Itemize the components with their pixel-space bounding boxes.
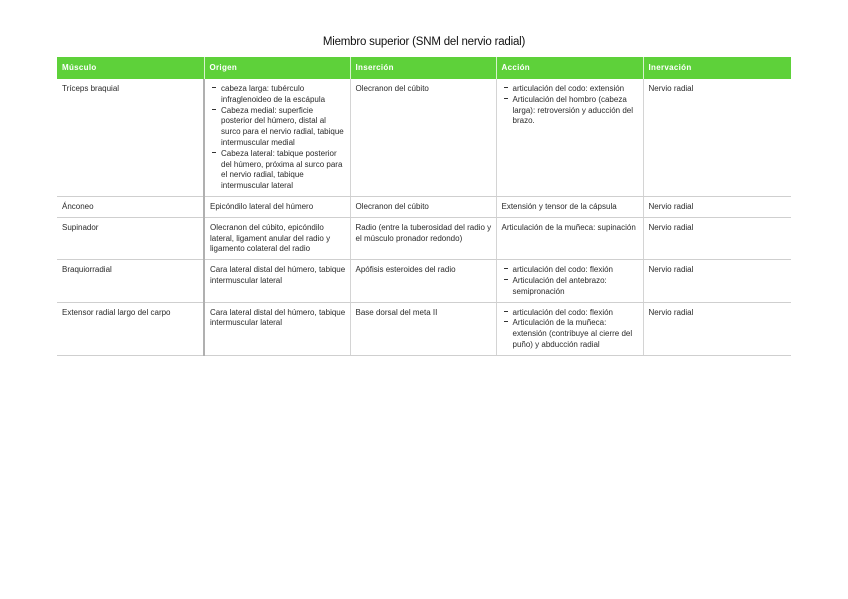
accion-list	[502, 265, 639, 297]
table-header-row	[57, 57, 791, 79]
header-inervacion: Inervación	[643, 57, 791, 79]
cell-accion	[496, 302, 643, 355]
list-item: cabeza larga: tubérculo infraglenoideo de la escápula	[210, 84, 346, 106]
cell-musculo: Extensor radial largo del carpo	[57, 302, 204, 355]
cell-insercion: Olecranon del cúbito	[350, 79, 496, 196]
header-accion: Acción	[496, 57, 643, 79]
origen-list	[210, 84, 346, 192]
list-item: Cabeza lateral: tabique posterior del húmero, próxima al surco para el nervio radial, tabique intermuscular lateral	[210, 149, 346, 192]
cell-insercion: Radio (entre la tuberosidad del radio y el músculo pronador redondo)	[350, 217, 496, 259]
header-musculo: Músculo	[57, 57, 204, 79]
cell-musculo: Tríceps braquial	[57, 79, 204, 196]
header-insercion: Inserción	[350, 57, 496, 79]
cell-accion	[496, 79, 643, 196]
cell-inervacion: Nervio radial	[643, 302, 791, 355]
table-row	[57, 260, 791, 302]
cell-origen	[204, 79, 350, 196]
list-item: Cabeza medial: superficie posterior del húmero, distal al surco para el nervio radial, tabique intermuscular medial	[210, 106, 346, 149]
list-item: articulación del codo: flexión	[502, 265, 639, 276]
list-item: articulación del codo: extensión	[502, 84, 639, 95]
accion-list	[502, 84, 639, 127]
cell-musculo: Braquiorradial	[57, 260, 204, 302]
cell-insercion: Apófisis esteroides del radio	[350, 260, 496, 302]
cell-origen: Cara lateral distal del húmero, tabique intermuscular lateral	[204, 302, 350, 355]
table-row	[57, 217, 791, 259]
cell-inervacion: Nervio radial	[643, 217, 791, 259]
table-row	[57, 79, 791, 196]
cell-accion: Articulación de la muñeca: supinación	[496, 217, 643, 259]
cell-insercion: Olecranon del cúbito	[350, 196, 496, 217]
cell-inervacion: Nervio radial	[643, 196, 791, 217]
cell-origen: Cara lateral distal del húmero, tabique intermuscular lateral	[204, 260, 350, 302]
list-item: Articulación de la muñeca: extensión (contribuye al cierre del puño) y abducción radial	[502, 318, 639, 350]
accion-list	[502, 308, 639, 351]
cell-origen: Olecranon del cúbito, epicóndilo lateral, ligament anular del radio y ligamento colateral del radio	[204, 217, 350, 259]
cell-musculo: Supinador	[57, 217, 204, 259]
cell-inervacion: Nervio radial	[643, 79, 791, 196]
muscle-table	[57, 57, 791, 356]
header-origen: Origen	[204, 57, 350, 79]
page-title: Miembro superior (SNM del nervio radial)	[322, 36, 526, 48]
cell-insercion: Base dorsal del meta II	[350, 302, 496, 355]
cell-accion: Extensión y tensor de la cápsula	[496, 196, 643, 217]
list-item: Articulación del hombro (cabeza larga): retroversión y aducción del brazo.	[502, 95, 639, 127]
table-row	[57, 302, 791, 355]
list-item: Articulación del antebrazo: semipronación	[502, 276, 639, 298]
cell-musculo: Ánconeo	[57, 196, 204, 217]
cell-accion	[496, 260, 643, 302]
list-item: articulación del codo: flexión	[502, 308, 639, 319]
cell-inervacion: Nervio radial	[643, 260, 791, 302]
table-row	[57, 196, 791, 217]
cell-origen: Epicóndilo lateral del húmero	[204, 196, 350, 217]
